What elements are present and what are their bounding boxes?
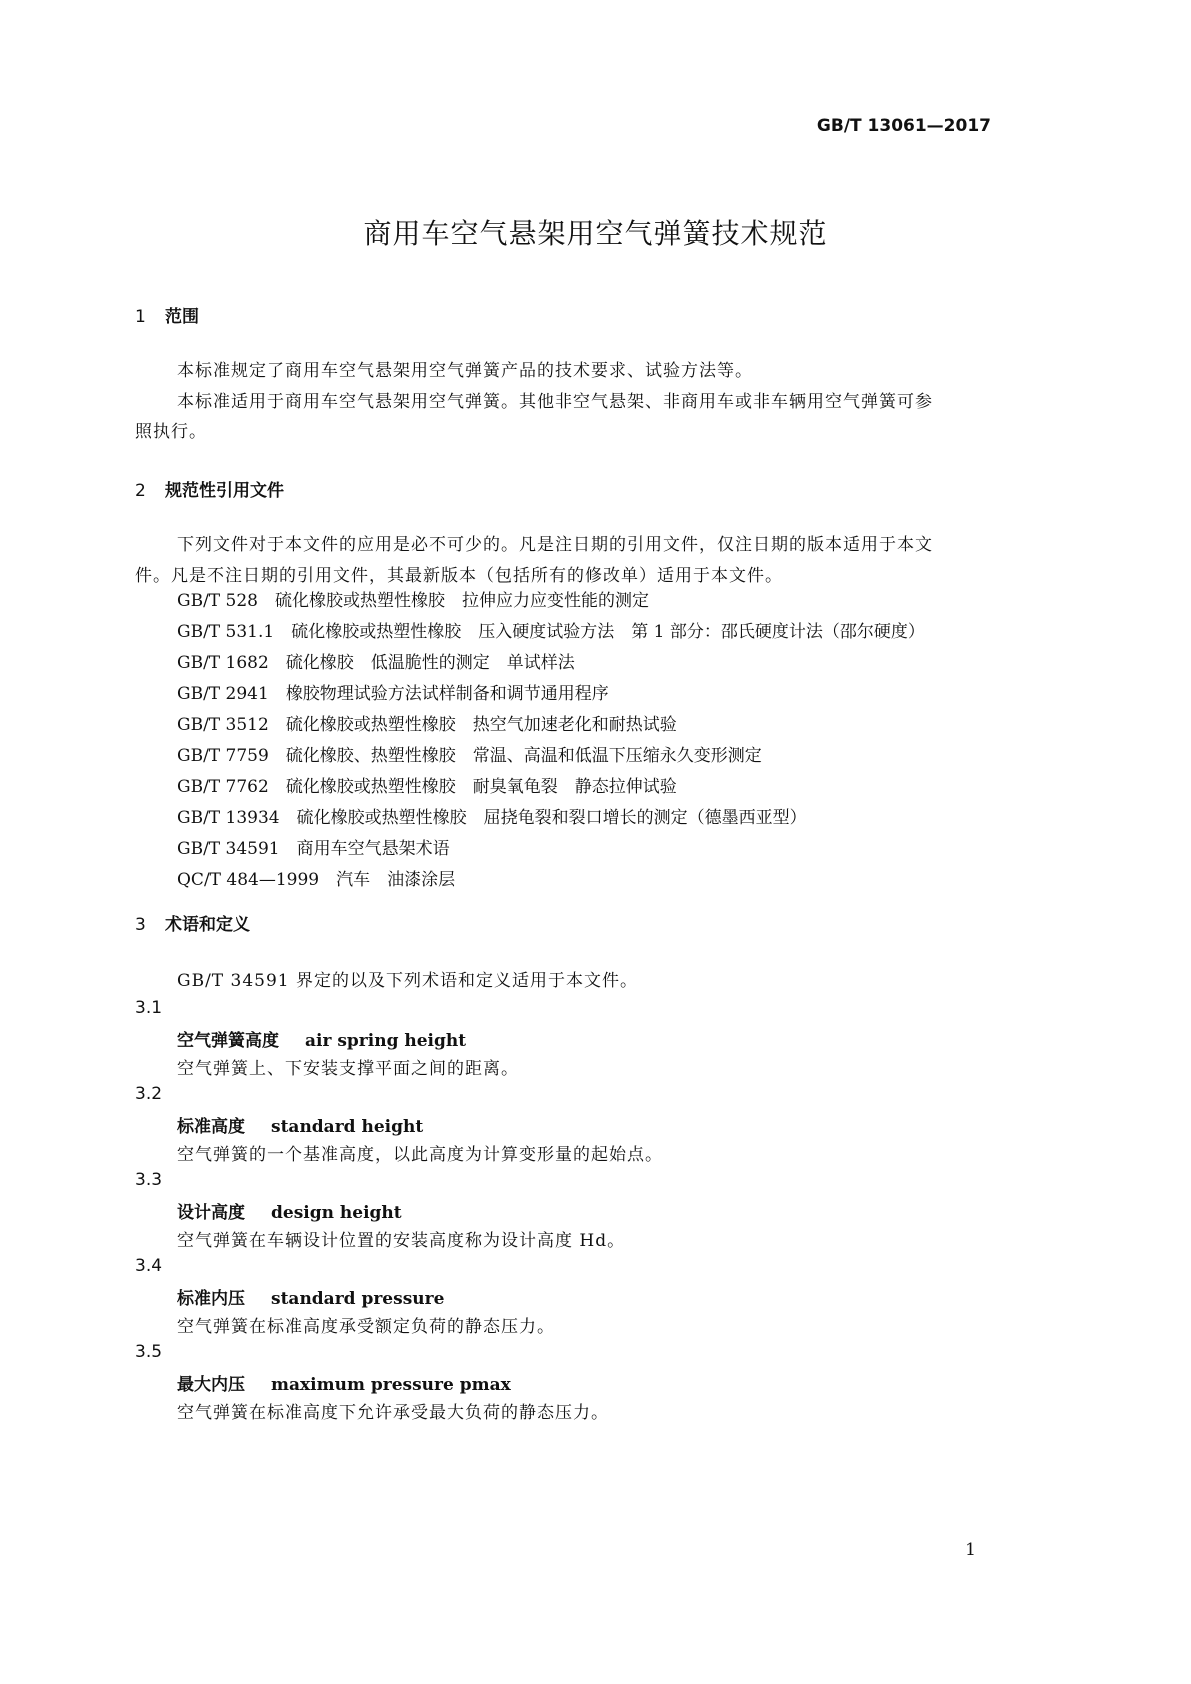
term-number: 3.4 [135,1256,163,1276]
reference-code: GB/T 2941 [177,684,269,704]
reference-title: 汽车 油漆涂层 [336,870,456,890]
term-number: 3.1 [135,998,163,1018]
term-zh: 标准内压 [177,1289,245,1309]
paragraph-continuation: 照执行。 [135,422,207,442]
term-zh: 设计高度 [177,1203,245,1223]
document-title: 商用车空气悬架用空气弹簧技术规范 [363,217,828,250]
section-number: 2 [135,481,146,501]
reference-item [177,648,925,679]
reference-item [177,586,925,617]
term-heading [177,1198,402,1223]
term-definition: 空气弹簧在车辆设计位置的安装高度称为设计高度 Hd。 [177,1231,626,1251]
term-zh: 空气弹簧高度 [177,1031,279,1051]
section-title: 规范性引用文件 [165,481,284,501]
reference-title: 商用车空气悬架术语 [296,839,450,859]
paragraph: GB/T 34591 界定的以及下列术语和定义适用于本文件。 [177,971,639,991]
reference-item [177,741,925,772]
paragraph: 本标准规定了商用车空气悬架用空气弹簧产品的技术要求、试验方法等。 [177,361,753,381]
term-definition: 空气弹簧在标准高度下允许承受最大负荷的静态压力。 [177,1403,609,1423]
reference-title: 硫化橡胶或热塑性橡胶 拉伸应力应变性能的测定 [275,591,649,611]
reference-title: 硫化橡胶或热塑性橡胶 热空气加速老化和耐热试验 [285,715,677,735]
reference-item [177,679,925,710]
term-en: maximum pressure pmax [271,1375,511,1395]
reference-title: 橡胶物理试验方法试样制备和调节通用程序 [285,684,609,704]
term-number: 3.5 [135,1342,163,1362]
term-definition: 空气弹簧在标准高度承受额定负荷的静态压力。 [177,1317,555,1337]
term-number: 3.3 [135,1170,163,1190]
reference-item [177,710,925,741]
term-en: standard pressure [271,1289,445,1309]
section-3-heading [135,910,250,935]
reference-item [177,772,925,803]
section-2-heading [135,476,284,501]
reference-code: GB/T 528 [177,591,258,611]
reference-item [177,803,925,834]
reference-code: GB/T 34591 [177,839,280,859]
paragraph: 本标准适用于商用车空气悬架用空气弹簧。其他非空气悬架、非商用车或非车辆用空气弹簧可参 [177,392,933,412]
page-number: 1 [965,1540,976,1560]
reference-code: GB/T 3512 [177,715,269,735]
term-en: air spring height [305,1031,467,1051]
reference-title: 硫化橡胶或热塑性橡胶 耐臭氧龟裂 静态拉伸试验 [285,777,677,797]
section-title: 范围 [165,307,199,327]
term-number: 3.2 [135,1084,163,1104]
term-en: standard height [271,1117,424,1137]
paragraph: 下列文件对于本文件的应用是必不可少的。凡是注日期的引用文件，仅注日期的版本适用于本文 [177,535,933,555]
term-en: design height [271,1203,402,1223]
reference-title: 硫化橡胶或热塑性橡胶 屈挠龟裂和裂口增长的测定（德墨西亚型） [296,808,807,828]
reference-code: GB/T 7759 [177,746,269,766]
term-definition: 空气弹簧的一个基准高度，以此高度为计算变形量的起始点。 [177,1145,663,1165]
reference-code: GB/T 7762 [177,777,269,797]
reference-title: 硫化橡胶、热塑性橡胶 常温、高温和低温下压缩永久变形测定 [285,746,762,766]
term-heading [177,1112,423,1137]
reference-code: GB/T 531.1 [177,622,275,642]
section-1-heading [135,302,199,327]
reference-code: GB/T 1682 [177,653,269,673]
reference-item [177,617,925,648]
term-zh: 标准高度 [177,1117,245,1137]
reference-list [177,586,925,896]
reference-code: QC/T 484—1999 [177,870,320,890]
reference-code: GB/T 13934 [177,808,280,828]
term-heading [177,1026,466,1051]
term-definition: 空气弹簧上、下安装支撑平面之间的距离。 [177,1059,519,1079]
term-heading [177,1370,511,1395]
reference-title: 硫化橡胶 低温脆性的测定 单试样法 [285,653,575,673]
section-number: 1 [135,307,146,327]
section-title: 术语和定义 [165,915,250,935]
term-zh: 最大内压 [177,1375,245,1395]
reference-item [177,834,925,865]
standard-number: GB/T 13061—2017 [816,116,991,136]
paragraph-continuation: 件。凡是不注日期的引用文件，其最新版本（包括所有的修改单）适用于本文件。 [135,566,783,586]
reference-title: 硫化橡胶或热塑性橡胶 压入硬度试验方法 第 1 部分：邵氏硬度计法（邵尔硬度） [291,622,925,642]
term-heading [177,1284,444,1309]
reference-item [177,865,925,896]
section-number: 3 [135,915,146,935]
